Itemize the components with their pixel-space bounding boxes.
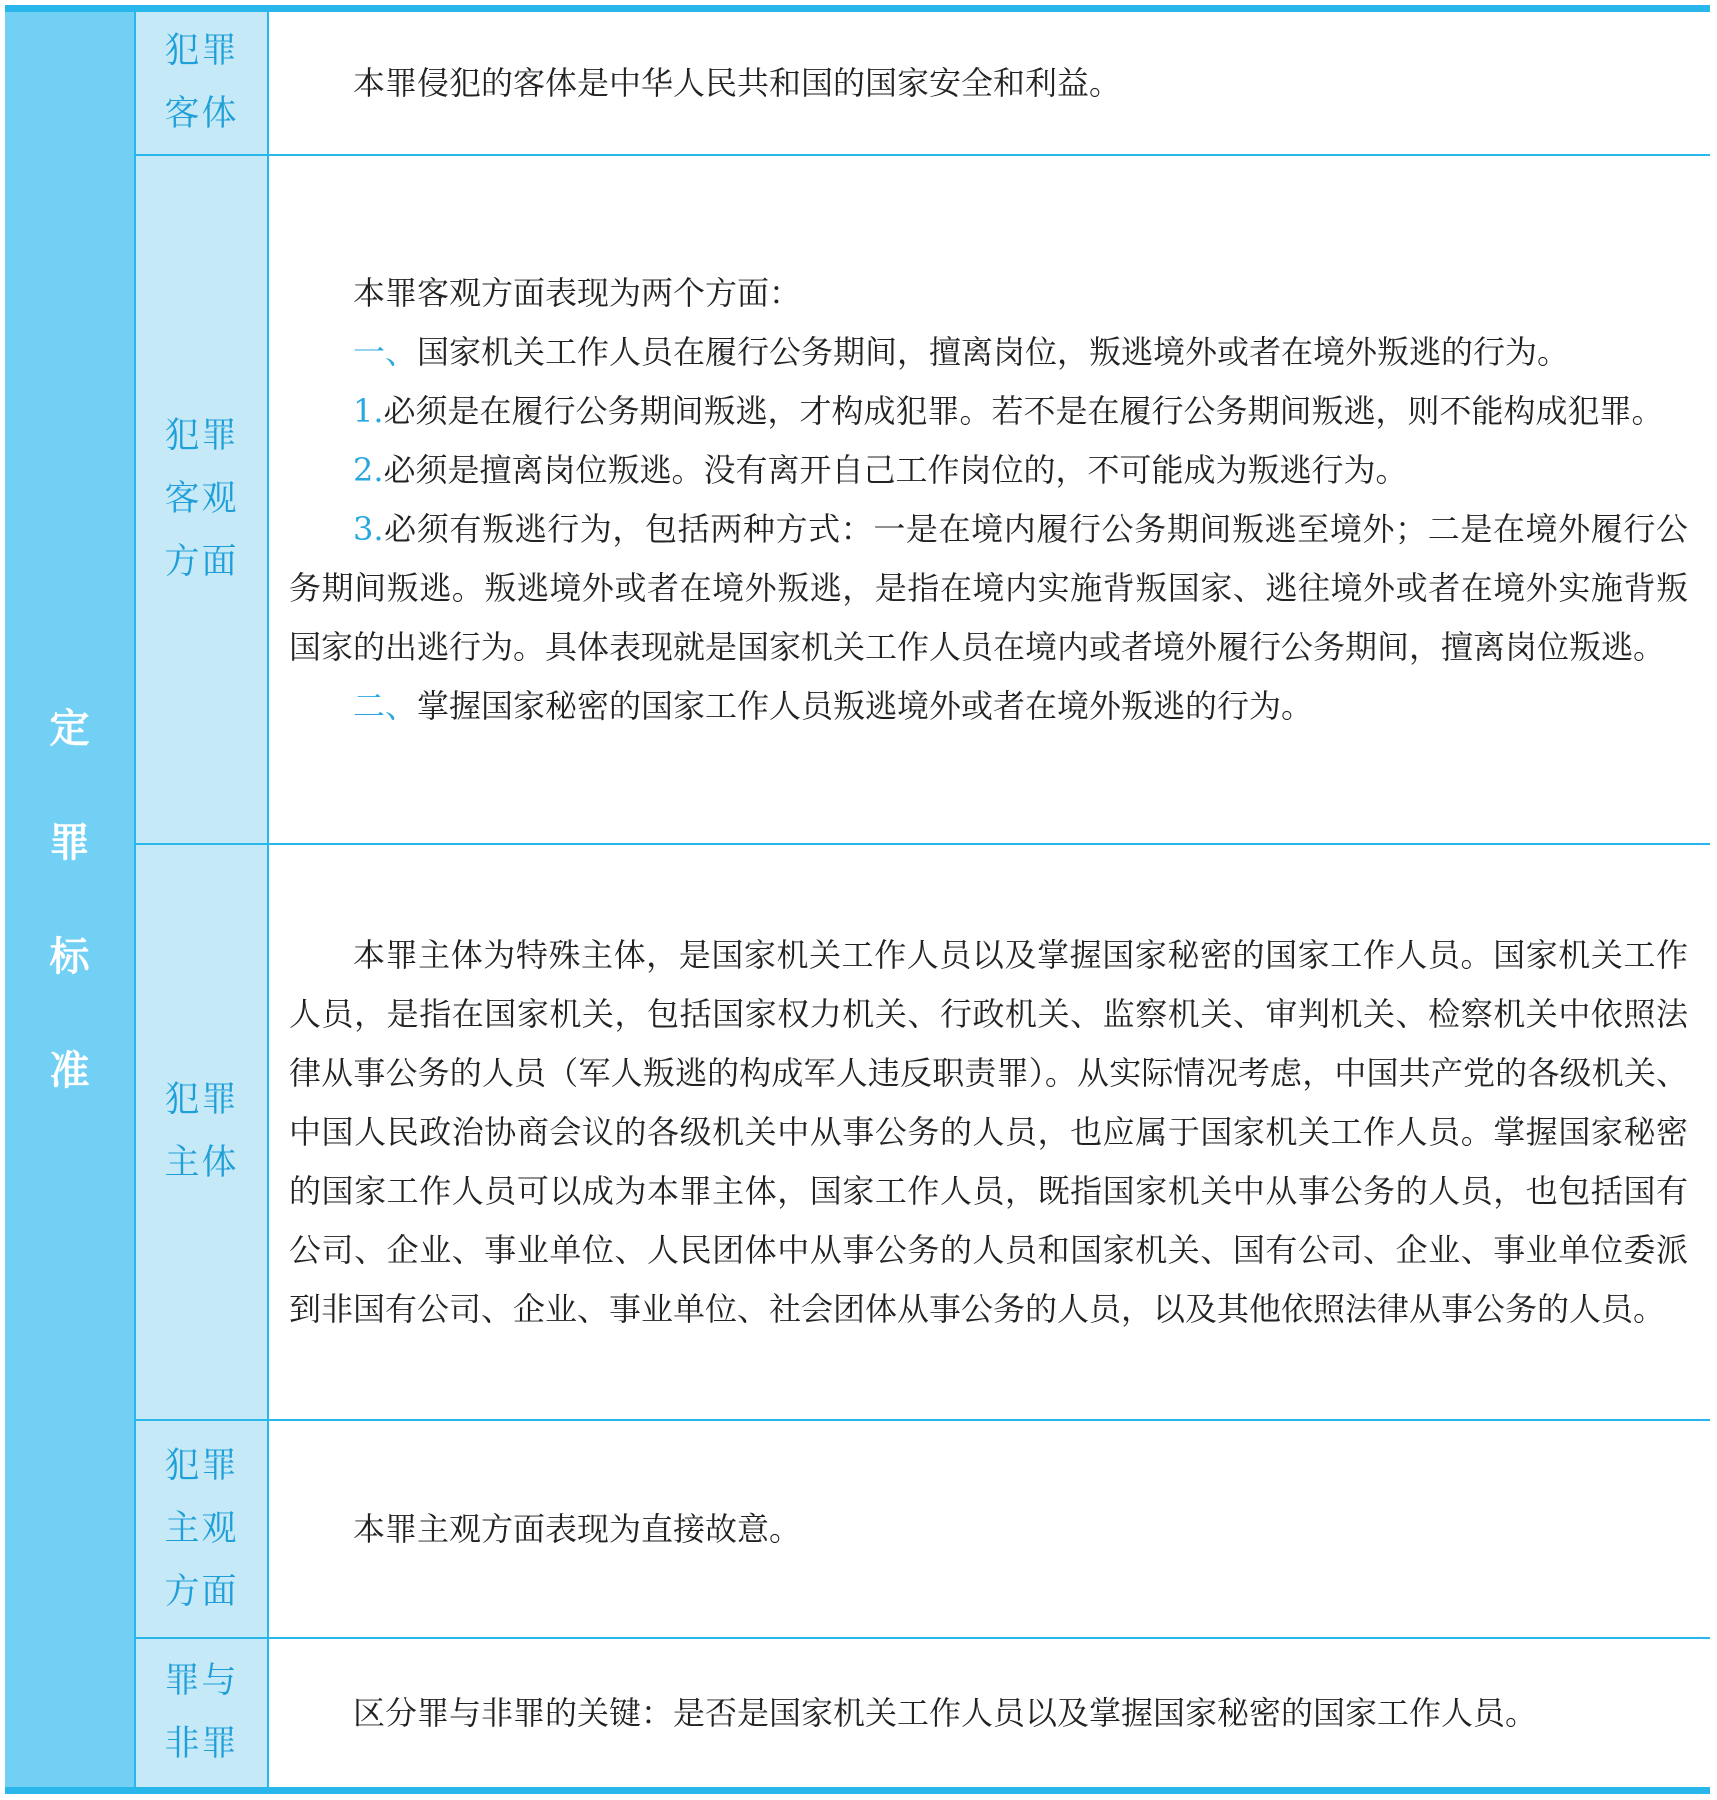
paragraph <box>289 323 1688 382</box>
paragraph-text: 本罪主体为特殊主体，是国家机关工作人员以及掌握国家秘密的国家工作人员。国家机关工作人员，是指在国家机关，包括国家权力机关、行政机关、监察机关、审判机关、检察机关中依照法律从事公务的人员（军人叛逃的构成军人违反职责罪）。从实际情况考虑，中国共产党的各级机关、中国人民政治协商会议的各级机关中从事公务的人员，也应属于国家机关工作人员。掌握国家秘密的国家工作人员可以成为本罪主体，国家工作人员，既指国家机关中从事公务的人员，也包括国有公司、企业、事业单位、人民团体中从事公务的人员和国家机关、国有公司、企业、事业单位委派到非国有公司、企业、事业单位、社会团体从事公务的人员，以及其他依照法律从事公务的人员。 <box>289 935 1688 1328</box>
row-label-cell <box>136 156 269 843</box>
row-label-line: 客观 <box>164 479 239 519</box>
row-objective-aspect <box>136 156 1710 845</box>
paragraph <box>289 677 1688 736</box>
row-content <box>269 156 1710 843</box>
paragraph <box>289 500 1688 677</box>
outer-char: 准 <box>49 1047 90 1094</box>
row-label <box>164 1069 238 1195</box>
paragraph-text: 国家机关工作人员在履行公务期间，擅离岗位，叛逃境外或者在境外叛逃的行为。 <box>417 332 1570 371</box>
row-label <box>164 405 238 594</box>
paragraph-text: 本罪客观方面表现为两个方面： <box>353 273 802 312</box>
row-label <box>164 1435 238 1624</box>
row-content <box>269 1639 1710 1787</box>
paragraph-text: 必须有叛逃行为，包括两种方式：一是在境内履行公务期间叛逃至境外；二是在境外履行公务期间叛逃。叛逃境外或者在境外叛逃，是指在境内实施背叛国家、逃往境外或者在境外实施背叛国家的出逃行为。具体表现就是国家机关工作人员在境内或者境外履行公务期间，擅离岗位叛逃。 <box>289 509 1688 666</box>
paragraph-number: 一、 <box>353 332 418 371</box>
row-label <box>164 1650 238 1776</box>
paragraph-number: 二、 <box>353 686 418 725</box>
row-label-cell <box>136 1421 269 1637</box>
row-label-line: 犯罪 <box>164 1445 239 1486</box>
paragraph <box>289 264 1688 323</box>
outer-category-label <box>50 700 90 1100</box>
outer-char: 定 <box>49 705 90 752</box>
row-content <box>269 1421 1710 1637</box>
row-label-line: 客体 <box>164 94 239 134</box>
paragraph-text: 必须是在履行公务期间叛逃，才构成犯罪。若不是在履行公务期间叛逃，则不能构成犯罪。 <box>383 391 1664 430</box>
paragraph-text: 必须是擅离岗位叛逃。没有离开自己工作岗位的，不可能成为叛逃行为。 <box>383 450 1408 489</box>
paragraph <box>289 926 1688 1339</box>
paragraph-text: 本罪侵犯的客体是中华人民共和国的国家安全和利益。 <box>353 63 1122 102</box>
paragraph-text: 掌握国家秘密的国家工作人员叛逃境外或者在境外叛逃的行为。 <box>417 686 1314 725</box>
paragraph-number: 3. <box>353 509 384 548</box>
paragraph-text: 本罪主观方面表现为直接故意。 <box>353 1509 802 1548</box>
conviction-standards-table <box>5 5 1710 1794</box>
paragraph <box>289 1500 1688 1559</box>
paragraph <box>289 1684 1688 1743</box>
paragraph-text: 区分罪与非罪的关键：是否是国家机关工作人员以及掌握国家秘密的国家工作人员。 <box>353 1693 1538 1732</box>
row-label-cell <box>136 12 269 154</box>
row-label-line: 主体 <box>164 1143 239 1183</box>
row-label-cell <box>136 845 269 1419</box>
paragraph <box>289 54 1688 113</box>
row-label-line: 犯罪 <box>164 416 239 456</box>
outer-category-cell <box>5 12 136 1787</box>
outer-char: 标 <box>49 933 90 980</box>
row-label-line: 方面 <box>164 542 239 582</box>
row-crime-object <box>136 12 1710 156</box>
paragraph-number: 1. <box>353 391 384 430</box>
row-subjective-aspect <box>136 1421 1710 1639</box>
row-label-line: 犯罪 <box>164 1080 239 1120</box>
row-content <box>269 845 1710 1419</box>
row-label-line: 方面 <box>164 1571 239 1612</box>
paragraph <box>289 441 1688 500</box>
table-rows <box>136 12 1710 1787</box>
row-crime-vs-noncrime <box>136 1639 1710 1787</box>
row-label-cell <box>136 1639 269 1787</box>
row-content <box>269 12 1710 154</box>
row-label <box>164 20 238 146</box>
row-label-line: 主观 <box>164 1508 239 1549</box>
row-crime-subject <box>136 845 1710 1421</box>
row-label-line: 罪与 <box>164 1661 239 1701</box>
paragraph <box>289 382 1688 441</box>
row-label-line: 犯罪 <box>164 31 239 71</box>
paragraph-number: 2. <box>353 450 384 489</box>
row-label-line: 非罪 <box>164 1724 239 1764</box>
outer-char: 罪 <box>49 819 90 866</box>
